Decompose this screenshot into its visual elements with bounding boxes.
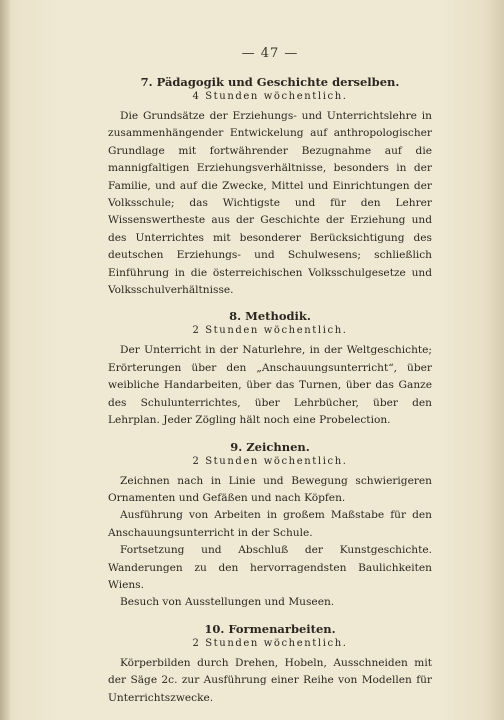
section-paragraph: Die Grundsätze der Erziehungs- und Unterrichtslehre in zusammenhängender Entwickelung auf anthropologischer Grundlage mit fortwährender Bezugnahme auf die mannigfaltigen Erziehungsverhältnisse, besonders in der Familie, und auf die Zwecke, Mittel und Einrichtungen der Volksschule; das Wichtigste und für den Lehrer Wissenswertheste aus der Geschichte der Erziehung und des Unterrichtes mit besonderer Berücksichtigung des deutschen Erziehungs- und Schulwesens; schließlich Einführung in die österreichischen Volksschulgesetze und Volksschulverhältnisse. [108,110,432,297]
section-methodik [108,309,432,429]
page-binding-shadow [0,0,10,720]
section-formenarbeiten [108,622,432,707]
section-paragraph: Fortsetzung und Abschluß der Kunstgeschichte. Wanderungen zu den hervorragendsten Baulichkeiten Wiens. [108,544,432,591]
section-zeichnen [108,440,432,612]
section-paragraph: Ausführung von Arbeiten in großem Maßstabe für den Anschauungsunterricht in der Schule. [108,509,432,539]
section-heading: 10. Formenarbeiten. [204,621,336,636]
section-heading: 8. Methodik. [229,309,311,324]
page-number: — 47 — [241,46,299,61]
section-hours: 2 Stunden wöchentlich. [192,325,348,337]
section-paragraph: Körperbilden durch Drehen, Hobeln, Ausschneiden mit der Säge 2c. zur Ausführung einer Reihe von Modellen für Unterrichtszwecke. [108,656,432,704]
page-content [108,46,432,717]
section-paedagogik [108,75,432,299]
section-hours: 4 Stunden wöchentlich. [192,91,348,102]
section-hours: 2 Stunden wöchentlich. [192,455,348,467]
section-heading: 7. Pädagogik und Geschichte derselben. [140,75,400,89]
section-hours: 2 Stunden wöchentlich. [192,637,348,649]
section-paragraph: Zeichnen nach in Linie und Bewegung schwierigeren Ornamenten und Gefäßen und nach Köpfen. [108,474,432,504]
section-heading: 9. Zeichnen. [230,439,310,454]
section-paragraph: Besuch von Ausstellungen und Museen. [120,596,335,609]
section-paragraph: Der Unterricht in der Naturlehre, in der Weltgeschichte; Erörterungen über den „Anschauungsunterricht“, über weibliche Handarbeiten, über das Turnen, über das Ganze des Schulunterrichtes, über Lehrbücher, über den Lehrplan. Jeder Zögling hält noch eine Probelection. [108,344,432,427]
